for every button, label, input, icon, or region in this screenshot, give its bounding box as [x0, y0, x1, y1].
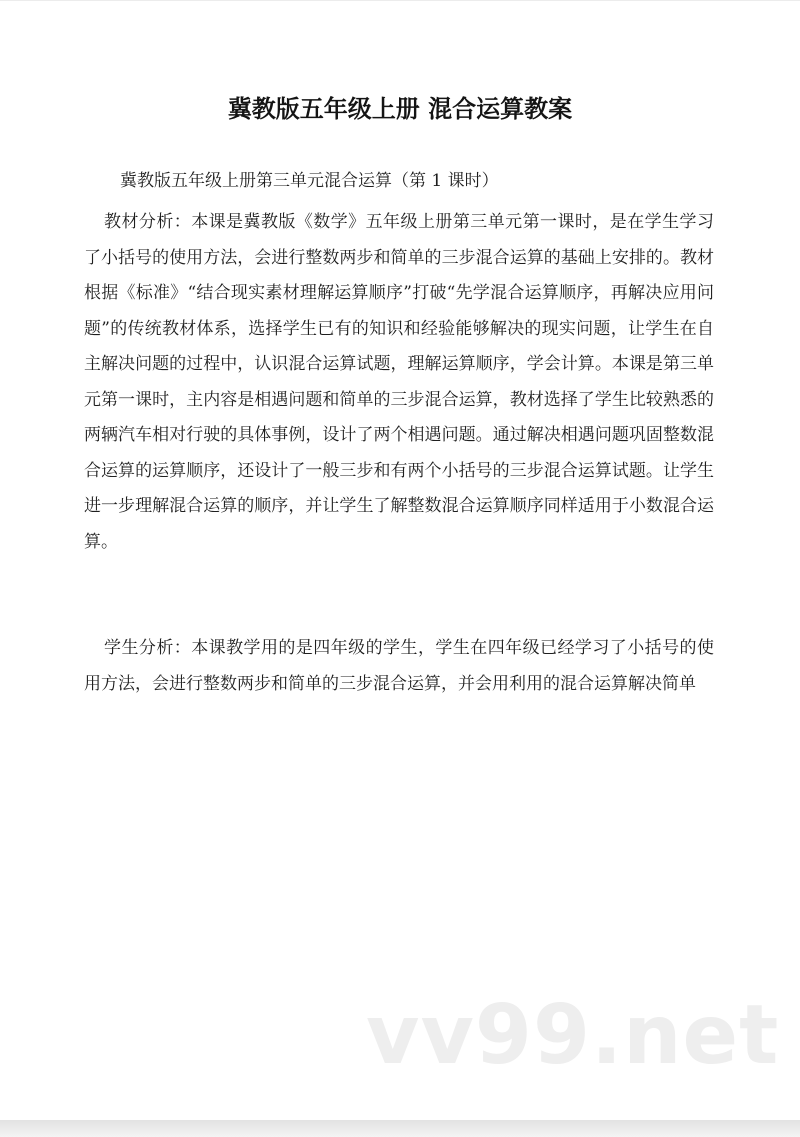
paragraph-textbook-analysis: 教材分析：本课是冀教版《数学》五年级上册第三单元第一课时，是在学生学习了小括号的使用方法，会进行整数两步和简单的三步混合运算的基础上安排的。教材根据《标准》“结合现实素材理解运算顺序”打破“先学混合运算顺序，再解决应用问题”的传统教材体系，选择学生已有的知识和经验能够解决的现实问题，让学生在自主解决问题的过程中，认识混合运算试题，理解运算顺序，学会计算。本课是第三单元第一课时，主内容是相遇问题和简单的三步混合运算，教材选择了学生比较熟悉的两辆汽车相对行驶的具体事例，设计了两个相遇问题。通过解决相遇问题巩固整数混合运算的运算顺序，还设计了一般三步和有两个小括号的三步混合运算试题。让学生进一步理解混合运算的顺序，并让学生了解整数混合运算顺序同样适用于小数混合运算。 [84, 212, 714, 552]
watermark: vv99.net [366, 988, 780, 1083]
document-subtitle: 冀教版五年级上册第三单元混合运算（第 1 课时） [120, 171, 499, 191]
page-bottom-edge [0, 1120, 800, 1137]
paragraph-student-analysis: 学生分析：本课教学用的是四年级的学生，学生在四年级已经学习了小括号的使用方法，会进行整数两步和简单的三步混合运算，并会用利用的混合运算解决简单 [84, 638, 714, 694]
document-title: 冀教版五年级上册 混合运算教案 [227, 95, 573, 123]
